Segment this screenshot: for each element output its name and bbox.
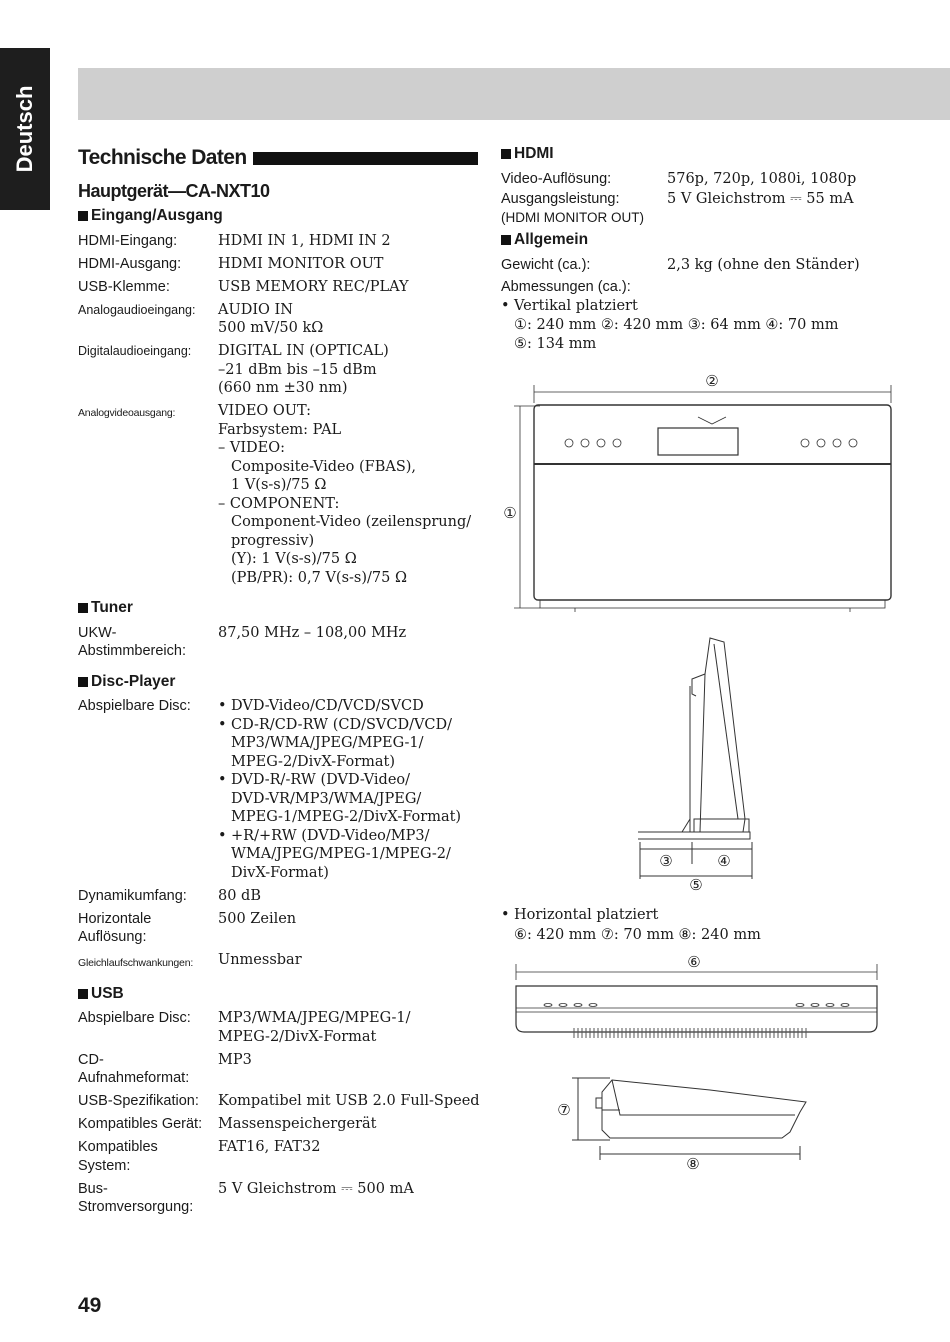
spec-row <box>78 910 478 947</box>
spec-label-line: Stromversorgung: <box>78 1199 194 1215</box>
spec-row <box>78 1138 478 1175</box>
spec-row <box>78 402 478 587</box>
spec-label-line: Abstimmbereich: <box>78 643 186 659</box>
dimension-label: ⑦ <box>557 1101 571 1119</box>
square-bullet-icon <box>501 149 511 159</box>
bullet-item-line: MPEG-1/MPEG-2/DivX-Format) <box>231 809 462 825</box>
spec-label: Abspielbare Disc: <box>78 1010 191 1026</box>
spec-label: Gewicht (ca.): <box>501 256 591 273</box>
spec-label <box>501 190 667 227</box>
dimension-label: ⑥ <box>687 953 701 971</box>
right-column <box>501 143 921 354</box>
spec-value <box>218 232 478 251</box>
dimension-label: ② <box>705 372 719 390</box>
square-bullet-icon <box>78 211 88 221</box>
spec-label-line: Aufnahmeformat: <box>78 1070 190 1086</box>
spec-row <box>78 232 478 251</box>
spec-value <box>218 1138 478 1175</box>
spec-value-line: DIGITAL IN (OPTICAL) <box>218 343 389 359</box>
square-bullet-icon <box>78 677 88 687</box>
section-heading-text: Tuner <box>91 599 133 616</box>
spec-label <box>78 624 218 661</box>
spec-label-line: System: <box>78 1157 131 1174</box>
spec-row <box>78 697 478 882</box>
spec-row <box>78 1115 478 1134</box>
spec-value-line: Kompatibel mit USB 2.0 Full-Speed <box>218 1093 480 1109</box>
bullet-item-line: MPEG-2/DivX-Format) <box>231 753 396 770</box>
spec-label: HDMI-Ausgang: <box>78 255 182 272</box>
section-hdmi-heading <box>501 143 921 165</box>
spec-row <box>78 278 478 297</box>
spec-value <box>218 697 478 882</box>
spec-value-line: Component-Video (zeilensprung/ <box>231 514 472 530</box>
spec-label-line: CD- <box>78 1051 104 1068</box>
section-usb-heading <box>78 983 478 1005</box>
dimension-label: ③ <box>659 852 673 870</box>
language-tab <box>0 48 50 210</box>
spec-value: Unmessbar <box>218 952 302 968</box>
spec-row <box>501 190 921 227</box>
section-tuner-heading <box>78 597 478 619</box>
spec-value-line: HDMI MONITOR OUT <box>218 255 384 272</box>
horizontal-title: • Horizontal platziert <box>501 906 658 925</box>
dims-label: Abmessungen (ca.): <box>501 279 631 295</box>
square-bullet-icon <box>501 235 511 245</box>
spec-label: HDMI-Eingang: <box>78 232 178 249</box>
bullet-item: • DVD-R/-RW (DVD-Video/ <box>218 771 478 790</box>
spec-label-line: Kompatibles <box>78 1139 158 1155</box>
spec-value-line: Farbsystem: PAL <box>218 421 342 438</box>
spec-value-line: progressiv) <box>231 532 315 549</box>
spec-value-line: – VIDEO: <box>218 440 286 456</box>
dimension-label: ⑤ <box>689 876 703 894</box>
spec-value <box>218 342 478 398</box>
spec-value-line: FAT16, FAT32 <box>218 1139 321 1155</box>
spec-label: Dynamikumfang: <box>78 887 187 904</box>
bullet-item: • CD-R/CD-RW (CD/SVCD/VCD/ <box>218 716 478 735</box>
section-heading-text: HDMI <box>514 145 554 162</box>
spec-value-line: MPEG-2/DivX-Format <box>218 1028 377 1045</box>
vertical-dims-line: ①: 240 mm ②: 420 mm ③: 64 mm ④: 70 mm <box>514 316 839 333</box>
section-allgemein-heading <box>501 229 921 251</box>
spec-row <box>78 887 478 906</box>
spec-label-line: Ausgangsleistung: <box>501 191 620 207</box>
spec-row <box>78 255 478 274</box>
spec-value: 500 Zeilen <box>218 910 297 927</box>
spec-value-line: MP3/WMA/JPEG/MPEG-1/ <box>218 1010 411 1026</box>
square-bullet-icon <box>78 603 88 613</box>
spec-value: 576p, 720p, 1080i, 1080p <box>667 170 857 187</box>
spec-row <box>78 342 478 398</box>
spec-value-line: 1 V(s-s)/75 Ω <box>231 477 327 493</box>
dimension-label: ④ <box>717 852 731 870</box>
spec-value <box>218 1180 478 1217</box>
language-tab-label: Deutsch <box>12 85 37 173</box>
spec-label: Analogvideoausgang: <box>78 407 176 419</box>
bullet-item-line: DivX-Format) <box>231 864 329 881</box>
vertical-dims-line: ⑤: 134 mm <box>514 335 597 352</box>
spec-value-line: (Y): 1 V(s-s)/75 Ω <box>231 551 357 567</box>
spec-value: 5 V Gleichstrom ⎓ 55 mA <box>667 191 854 207</box>
spec-value <box>218 255 478 274</box>
bullet-item: • +R/+RW (DVD-Video/MP3/ <box>218 827 478 846</box>
spec-value-line: Composite-Video (FBAS), <box>231 458 417 475</box>
spec-value: 2,3 kg (ohne den Ständer) <box>667 256 860 273</box>
horizontal-front-diagram <box>510 950 890 1045</box>
spec-label: USB-Klemme: <box>78 278 170 295</box>
spec-value-line: 500 mV/50 kΩ <box>218 320 324 336</box>
spec-value <box>218 1051 478 1088</box>
page-title <box>78 143 478 173</box>
spec-value-line: HDMI IN 1, HDMI IN 2 <box>218 232 391 249</box>
header-band <box>78 68 950 120</box>
page-title-text: Technische Daten <box>78 146 247 169</box>
spec-label: Digitalaudioeingang: <box>78 344 192 358</box>
spec-value: 80 dB <box>218 887 261 904</box>
spec-label <box>78 1180 218 1217</box>
spec-value: 87,50 MHz – 108,00 MHz <box>218 624 407 641</box>
spec-label: Abspielbare Disc: <box>78 698 191 714</box>
spec-row <box>78 1009 478 1046</box>
section-heading-text: Allgemein <box>514 231 589 248</box>
bullet-item: • DVD-Video/CD/VCD/SVCD <box>218 697 478 716</box>
left-column <box>78 143 478 1217</box>
square-bullet-icon <box>78 989 88 999</box>
spec-value <box>218 1115 478 1134</box>
spec-label <box>78 1138 218 1175</box>
spec-label-line: Horizontale <box>78 910 152 927</box>
bullet-item-line: DVD-VR/MP3/WMA/JPEG/ <box>231 790 422 807</box>
front-view-diagram <box>500 370 900 615</box>
spec-label <box>78 910 218 947</box>
dimension-label: ⑧ <box>686 1155 700 1173</box>
section-heading-text: Disc-Player <box>91 672 176 690</box>
spec-value-line: USB MEMORY REC/PLAY <box>218 278 409 295</box>
spec-value-line: 5 V Gleichstrom ⎓ 500 mA <box>218 1180 414 1197</box>
spec-row <box>501 256 921 275</box>
spec-label-line: UKW- <box>78 624 117 641</box>
page-number: 49 <box>78 1294 102 1317</box>
spec-row <box>78 301 478 338</box>
spec-value-line: – COMPONENT: <box>218 495 340 512</box>
spec-value <box>218 301 478 338</box>
spec-label-line: Auflösung: <box>78 929 147 945</box>
spec-row <box>78 951 478 973</box>
bullet-item-line: MP3/WMA/JPEG/MPEG-1/ <box>231 735 424 751</box>
spec-label: Video-Auflösung: <box>501 170 612 187</box>
section-heading-text: Eingang/Ausgang <box>91 207 223 224</box>
page-subtitle: Hauptgerät—CA-NXT10 <box>78 181 270 201</box>
spec-row <box>501 170 921 189</box>
spec-label: Kompatibles Gerät: <box>78 1116 203 1132</box>
spec-value <box>218 402 478 587</box>
spec-row <box>78 1180 478 1217</box>
section-heading-text: USB <box>91 984 124 1002</box>
spec-value-line: VIDEO OUT: <box>218 403 312 419</box>
horizontal-dims-line: ⑥: 420 mm ⑦: 70 mm ⑧: 240 mm <box>514 927 761 943</box>
horizontal-side-diagram <box>550 1070 810 1175</box>
spec-row <box>78 1051 478 1088</box>
spec-label: Analogaudioeingang: <box>78 302 196 317</box>
spec-label <box>78 1051 218 1088</box>
spec-label-line: Bus- <box>78 1180 108 1197</box>
spec-value-line: –21 dBm bis –15 dBm <box>218 361 377 378</box>
spec-value <box>218 1009 478 1046</box>
section-eingang-heading <box>78 205 478 227</box>
spec-value-line: (PB/PR): 0,7 V(s-s)/75 Ω <box>231 569 407 586</box>
spec-value <box>218 1092 480 1111</box>
bullet-item-line: WMA/JPEG/MPEG-1/MPEG-2/ <box>231 846 451 862</box>
vertical-title: • Vertikal platziert <box>501 297 921 316</box>
spec-value <box>218 278 478 297</box>
dimension-label: ① <box>503 504 517 522</box>
spec-value-line: Massenspeichergerät <box>218 1116 377 1132</box>
spec-value-line: (660 nm ±30 nm) <box>218 380 348 396</box>
side-view-diagram <box>630 634 760 894</box>
spec-value-line: MP3 <box>218 1051 252 1068</box>
spec-label-line: (HDMI MONITOR OUT) <box>501 209 644 225</box>
title-bar <box>253 152 478 165</box>
spec-value-line: AUDIO IN <box>218 301 293 318</box>
spec-row <box>78 624 478 661</box>
spec-label: USB-Spezifikation: <box>78 1093 199 1109</box>
spec-row <box>78 1092 478 1111</box>
section-disc-heading <box>78 671 478 693</box>
spec-label: Gleichlaufschwankungen: <box>78 957 194 969</box>
